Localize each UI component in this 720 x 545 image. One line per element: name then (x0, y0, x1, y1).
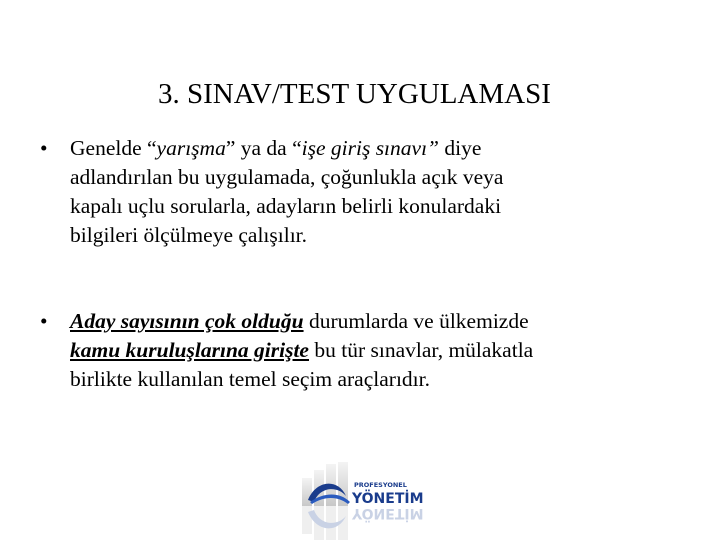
bullet-item-definition (40, 134, 700, 250)
slide-title: 3. SINAV/TEST UYGULAMASI (158, 78, 551, 110)
logo-main-text: YÖNETİM (352, 491, 424, 507)
bullet-item-usage (40, 307, 700, 394)
bullet-marker: • (40, 309, 48, 333)
profesyonel-yonetim-logo-icon (294, 462, 440, 540)
bullet-marker: • (40, 136, 48, 160)
logo-reflection (302, 505, 424, 540)
emphasized-phrase: Aday sayısının çok olduğu (70, 309, 304, 333)
bullet-line: kapalı uçlu sorularla, adayların belirli konulardaki (70, 194, 502, 218)
text-segment: Genelde “ (70, 136, 157, 160)
company-logo (294, 462, 440, 540)
emphasized-phrase: kamu kuruluşlarına girişte (70, 338, 309, 362)
bullet-line (70, 336, 700, 365)
text-segment: durumlarda ve ülkemizde (303, 309, 529, 333)
bullet-line: bilgileri ölçülmeye çalışılır. (70, 223, 308, 247)
bullet-line: birlikte kullanılan temel seçim araçlarıdır. (70, 367, 430, 391)
text-segment: diye (439, 136, 482, 160)
bullet-line: adlandırılan bu uygulamada, çoğunlukla açık veya (70, 165, 504, 189)
bullet-list (40, 134, 700, 394)
bullet-line (70, 307, 700, 336)
italic-term: yarışma (156, 136, 226, 160)
text-segment: bu tür sınavlar, mülakatla (308, 338, 534, 362)
logo-top-text: PROFESYONEL (354, 481, 407, 489)
bullet-line (70, 134, 700, 163)
italic-term: işe giriş sınavı” (301, 136, 440, 160)
logo-reflection-text: YÖNETİM (352, 505, 424, 521)
text-segment: ” ya da “ (225, 136, 302, 160)
